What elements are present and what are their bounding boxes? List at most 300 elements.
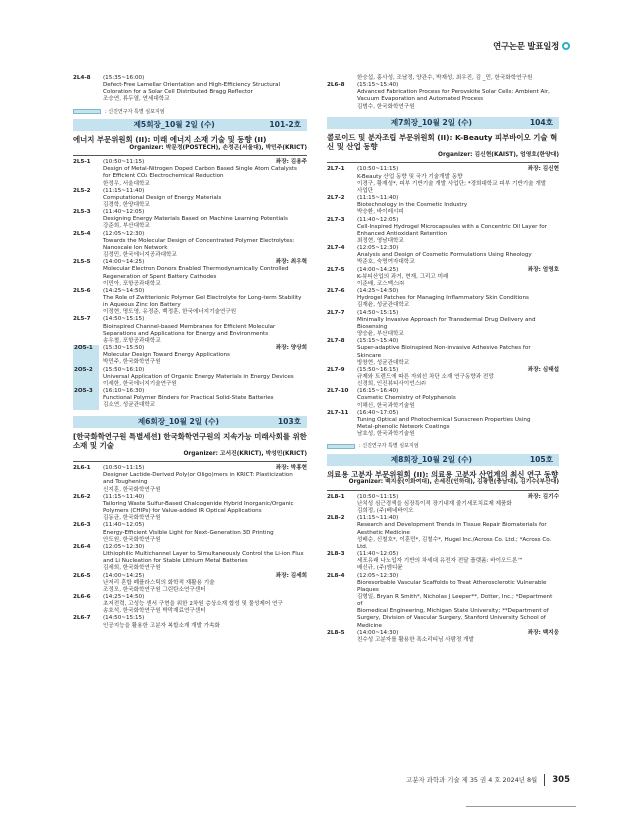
entry-body — [103, 388, 307, 409]
session-chair: 좌장: 양상희 — [275, 345, 307, 352]
paper-title-line: Analysis and Design of Cosmetic Formulations Using Rheology — [357, 252, 532, 259]
paper-title-line: Molecular Electron Donors Enabled Thermodynamically Controlled — [103, 266, 289, 273]
session-chair: 좌장: 최우혁 — [275, 259, 307, 266]
entry-code: 2L6-2 — [73, 493, 91, 500]
paper-authors: 안도원, 한국화학연구원 — [103, 536, 161, 543]
entry-body — [357, 82, 559, 111]
paper-title-line: Super-adaptive Bioinspired Non-invasive Adhesive Patches for — [357, 345, 531, 352]
time-slot: (14:00~14:25) — [357, 266, 399, 273]
session-entry — [73, 494, 307, 523]
entry-body — [103, 615, 307, 629]
paper-authors: 최정현, 영남대학교 — [357, 238, 404, 244]
entry-code: 2L7-5 — [327, 266, 345, 273]
paper-title-line: Molecular Design Toward Energy Applications — [103, 352, 230, 359]
session-date-room: 제6회장_10월 2일 (수) — [137, 416, 219, 426]
time-slot: (14:00~14:25) — [103, 572, 145, 579]
session-title: 콜로이드 및 분자조립 부문위원회 (II): K-Beauty 피부바이오 기술 혁신 및 산업 동향 — [327, 132, 558, 152]
paper-authors: 조승연, 류두열, 연세대학교 — [103, 96, 170, 103]
time-slot: (11:15~11:40) — [103, 187, 145, 194]
paper-authors: 한승섭, 홍사성, 조남정, 양관수, 박재성, 최우진, 김 _민, 한국화학연구원 — [357, 75, 533, 81]
entry-body — [103, 188, 307, 209]
entry-code: 2L5-7 — [73, 316, 91, 323]
time-row — [357, 267, 559, 274]
entry-body — [103, 594, 307, 615]
time-row — [357, 630, 559, 637]
time-slot: (15:35~16:00) — [103, 75, 145, 81]
paper-title-line: 친수성 고분자를 활용한 폭소리티님 사람정 개발 — [357, 636, 474, 643]
paper-title-line: Cosmetic Chemistry of Polyphenols — [357, 395, 456, 402]
entry-code — [327, 75, 357, 82]
session-chair: 좌장: 엄영호 — [527, 266, 559, 273]
time-slot: (12:05~12:30) — [357, 572, 399, 579]
time-row — [103, 345, 307, 352]
footer-separator — [544, 774, 545, 786]
session-title: [한국화학연구원 특별세션] 한국화학연구원의 지속가능 미래사회를 위한 소재 및 기술 — [73, 431, 307, 451]
time-row — [357, 410, 559, 417]
time-slot: (10:50~11:15) — [357, 166, 399, 173]
entry-body — [357, 388, 559, 409]
time-slot: (11:15~11:40) — [357, 195, 399, 202]
entry-body — [103, 494, 307, 523]
session-entry — [73, 388, 307, 409]
header-title: 연구논문 발표일정 — [493, 41, 559, 51]
session-title: 의료용 고분자 부문위원회 (II): 의료용 고분자 산업계의 최신 연구 동향 — [327, 469, 559, 479]
session-entry — [327, 338, 559, 367]
paper-title-line: Advanced Fabrication Process for Perovskite Solar Cells: Ambient Air, — [357, 89, 550, 96]
time-slot: (11:40~12:05) — [103, 209, 145, 216]
session-entry — [73, 288, 307, 317]
session-entry — [327, 367, 559, 388]
entry-code: 2L5-5 — [73, 259, 91, 266]
entry-body — [357, 494, 559, 515]
entry-body — [103, 288, 307, 317]
entry-code: 2O5-3 — [73, 388, 99, 409]
entry-code: 2L6-7 — [73, 615, 91, 622]
paper-title-line: Designer Lactide-Derived Poly(or Oligo)mers in KRICT: Plasticization — [103, 472, 293, 479]
session-band — [327, 117, 559, 129]
paper-title-line: Lithiophilic Multichannel Layer to Simultaneously Control the Li-ion Flux — [103, 551, 304, 558]
time-row — [357, 245, 559, 252]
session-chair: 좌장: 김세희 — [275, 572, 307, 579]
time-slot: (15:50~16:15) — [357, 366, 399, 373]
session-entry — [73, 209, 307, 230]
paper-title-line: Aesthetic Medicine — [357, 529, 410, 536]
paper-authors: 사업단 — [357, 187, 374, 194]
session-entry — [327, 515, 559, 551]
room-number: 103호 — [277, 416, 301, 426]
time-row — [357, 367, 559, 374]
legend — [327, 443, 559, 449]
entry-code: 2L6-5 — [73, 572, 91, 579]
session-entry — [327, 267, 559, 288]
time-row — [103, 288, 307, 295]
entry-code: 2L6-1 — [73, 465, 91, 472]
time-row — [103, 159, 307, 166]
session-entry — [73, 231, 307, 260]
paper-authors: 배신규, (주)엠디뮨 — [357, 565, 403, 572]
session-entry — [73, 594, 307, 615]
paper-title-line: Vacuum Evaporation and Automated Process — [357, 96, 484, 103]
time-slot: (11:15~11:40) — [103, 493, 145, 500]
right-column — [327, 75, 559, 644]
paper-title-line: Minimally Invasive Approach for Transdermal Drug Delivery and — [357, 316, 536, 323]
divider — [327, 162, 559, 163]
entry-body — [357, 310, 559, 339]
entry-body — [103, 316, 307, 345]
session-entry — [327, 310, 559, 339]
entry-code: 2L8-5 — [327, 629, 345, 636]
paper-authors: 이정현, 명도영, 유정준, 백정훈, 한국에너지기술연구원 — [103, 309, 237, 316]
time-row — [357, 338, 559, 345]
paper-title-line: Energy-Efficient Visible Light for Next-Generation 3D Printing — [103, 529, 274, 536]
paper-title-line: Polymers (CHIPs) for Value-added IR Optical Applications — [103, 508, 262, 515]
legend-swatch — [73, 109, 101, 114]
entry-body — [357, 573, 559, 630]
session-entry — [73, 316, 307, 345]
paper-authors: 이준배, 코스맥스㈜ — [357, 280, 404, 287]
time-slot: (14:25~14:50) — [103, 287, 145, 294]
paper-title-line: Tailoring Waste Sulfur-Based Chalcogenide Hybrid Inorganic/Organic — [103, 500, 294, 507]
entry-code: 2L8-1 — [327, 493, 345, 500]
session-date-room: 제8회장_10월 2일 (수) — [390, 454, 472, 464]
entry-code: 2L6-6 — [73, 593, 91, 600]
session-entry — [327, 245, 559, 266]
entry-code: 2L7-8 — [327, 338, 345, 345]
time-row — [357, 310, 559, 317]
paper-authors: 김정민, 한국에너지공과대학교 — [103, 252, 177, 259]
entry-code: 2O5-2 — [73, 367, 99, 388]
paper-title-line: 초저전력, 고성능 센서 구현을 위한 2차원 층상소재 합성 및 물성제어 연구 — [103, 601, 283, 608]
paper-title-line: K-뷰티산업의 과거, 현재, 그리고 미래 — [357, 273, 449, 280]
time-slot: (14:50~15:15) — [103, 615, 145, 622]
paper-title-line: Hydrogel Patches for Managing Inflammatory Skin Conditions — [357, 295, 529, 302]
paper-authors: Ltd. — [357, 543, 368, 550]
time-slot: (12:05~12:30) — [103, 230, 145, 237]
entry-body — [357, 551, 559, 572]
paper-title-line: 난치성 심근경색을 심장특이적 장기내재 줄기세포치료제 제품화 — [357, 500, 512, 507]
entry-body — [357, 245, 559, 266]
session-entry — [327, 573, 559, 630]
paper-authors: 이경구, 황재성*, 피부 기반기술 개발 사업단; *경희대학교 피부 기반기술 개발 — [357, 180, 547, 187]
entry-body — [103, 522, 307, 543]
paper-title-line: in Aqueous Zinc Ion Battery — [103, 302, 181, 309]
time-slot: (14:00~14:25) — [103, 259, 145, 266]
paper-authors: 박민주, 한국화학연구원 — [103, 359, 161, 366]
paper-title-line: Designing Energy Materials Based on Machine Learning Potentials — [103, 216, 288, 223]
paper-title-line: Bioinspired Channel-based Membranes for Efficient Molecular — [103, 323, 276, 330]
entry-code: 2L7-6 — [327, 288, 345, 295]
time-row — [103, 388, 307, 395]
paper-authors: 이세한, 한국에너지기술연구원 — [103, 380, 177, 387]
time-row — [103, 75, 307, 82]
entry-code: 2L7-7 — [327, 309, 345, 316]
entry-code: 2L7-3 — [327, 216, 345, 223]
footer-divider — [466, 806, 576, 807]
paper-authors: 김세희, 한국화학연구원 — [103, 565, 161, 572]
room-number: 104호 — [529, 117, 553, 127]
session-chair: 좌장: 심태섭 — [527, 366, 559, 373]
paper-authors: 김재윤, 성균관대학교 — [357, 302, 410, 309]
paper-title-line: and Li Nucleation for Stable Lithium Metal Batteries — [103, 558, 248, 565]
session-entry — [73, 75, 307, 104]
time-row — [103, 367, 307, 374]
entry-body — [357, 267, 559, 288]
entry-code: 2L6-4 — [73, 543, 91, 550]
entry-code: 2L7-9 — [327, 366, 345, 373]
entry-code: 2L8-4 — [327, 572, 345, 579]
paper-title-line: Separations and Applications for Energy and Environments — [103, 330, 269, 337]
session-date-room: 제5회장_10월 2일 (수) — [133, 120, 215, 130]
time-row — [357, 288, 559, 295]
paper-title-line: Regeneration of Spent Battery Cathodes — [103, 273, 217, 280]
paper-title-line: Bioresorbable Vascular Scaffolds to Treat Atherosclerotic Vulnerable — [357, 579, 547, 586]
paper-authors: 성배순, 신철호*, 이훈민*, 김철수*, Hugel Inc./Across Co. Ltd.; *Across Co. — [357, 536, 552, 543]
time-slot: (11:40~12:05) — [103, 522, 145, 529]
paper-authors: 이민아, 포항공과대학교 — [103, 280, 161, 287]
journal-info: 고분자 과학과 기술 제 35 권 4 호 2024년 8월 — [406, 775, 538, 784]
session-organizer: Organizer: 김신현(KAIST), 엄영호(한양대) — [438, 152, 559, 159]
entry-code: 2L7-10 — [327, 388, 349, 395]
session-organizer: Organizer: 고서진(KRICT), 박성민(KRICT) — [183, 450, 307, 457]
divider — [327, 490, 559, 491]
time-row — [103, 259, 307, 266]
time-slot: (15:30~15:50) — [103, 345, 145, 352]
paper-title-line: 세포유래 나노입자 기반의 차세대 유전자 전달 플랫폼: 바이오드론™ — [357, 558, 523, 565]
page-number: 305 — [552, 774, 570, 785]
room-number: 105호 — [529, 454, 553, 464]
entry-body — [357, 630, 559, 644]
paper-title-line: Plaques — [357, 586, 379, 593]
paper-title-line: Functional Polymer Binders for Practical Solid-State Batteries — [103, 395, 274, 402]
time-slot: (11:15~11:40) — [357, 515, 399, 522]
time-slot: (16:40~17:05) — [357, 409, 399, 416]
time-slot: (12:05~12:30) — [103, 543, 145, 550]
session-band — [73, 416, 307, 428]
time-row — [357, 515, 559, 522]
time-row — [103, 522, 307, 529]
session-entry — [73, 522, 307, 543]
spacer — [327, 111, 559, 115]
time-slot: (15:15~15:40) — [357, 82, 399, 89]
time-slot: (15:15~15:40) — [357, 338, 399, 345]
paper-title-line: Computational Design of Energy Materials — [103, 194, 222, 201]
paper-title-line: Towards the Molecular Design of Concentrated Polymer Electrolytes: — [103, 237, 295, 244]
session-entry — [327, 388, 559, 409]
session-band — [73, 119, 307, 131]
entry-code: 2L5-6 — [73, 287, 91, 294]
time-row — [103, 209, 307, 216]
divider — [73, 155, 307, 156]
paper-authors: 송호석, 한국화학연구원 박막재료연구센터 — [103, 608, 206, 615]
paper-title-line: Metal-phenolic Network Coatings — [357, 424, 450, 431]
entry-body — [357, 75, 559, 82]
paper-title-line: 규제와 트렌드에 따른 자외선 차단 소재 연구동향과 전망 — [357, 373, 494, 380]
session-entry — [327, 195, 559, 216]
session-entry — [327, 166, 559, 195]
entry-body — [103, 573, 307, 594]
paper-title-line: and Toughening — [103, 479, 148, 486]
entry-body — [357, 166, 559, 195]
paper-title-line: The Role of Zwitterionic Polymer Gel Electrolyte for Long-term Stability — [103, 295, 302, 302]
paper-title-line: Nanoscale Ion Network — [103, 244, 168, 251]
time-row — [357, 494, 559, 501]
paper-authors: 이해신, 한국과학기술원 — [357, 402, 415, 409]
time-slot: (10:50~11:15) — [357, 493, 399, 500]
time-row — [103, 544, 307, 551]
time-slot: (11:40~12:05) — [357, 216, 399, 223]
session-entry — [73, 345, 307, 366]
paper-authors: Biomedical Engineering, Michigan State University; **Department of — [357, 608, 549, 615]
session-entry — [73, 159, 307, 188]
session-chair: 좌장: 김기수 — [527, 493, 559, 500]
paper-title-line: Cell-Inspired Hydrogel Microcapsules with a Concentric Oil Layer for — [357, 223, 547, 230]
entry-code: 2L8-2 — [327, 515, 345, 522]
entry-code: 2L4-8 — [73, 75, 91, 81]
session-entry — [73, 259, 307, 288]
paper-authors: 김동균, 한국화학연구원 — [103, 515, 161, 522]
session-chair: 좌장: 백지웅 — [527, 629, 559, 636]
time-row — [103, 615, 307, 622]
entry-code: 2L5-3 — [73, 209, 91, 216]
time-slot: (16:10~16:30) — [103, 388, 145, 395]
time-slot: (12:05~12:30) — [357, 245, 399, 252]
room-number: 101-2호 — [269, 120, 301, 130]
time-row — [103, 465, 307, 472]
paper-authors: 신경희, 인진뷰티사이언스㈜ — [357, 381, 426, 388]
entry-code: 2L8-3 — [327, 551, 345, 558]
session-entry — [327, 630, 559, 644]
bullet-icon — [562, 42, 570, 50]
paper-authors: 양승윤, 부산대학교 — [357, 331, 404, 338]
entry-body — [357, 338, 559, 367]
session-title: 에너지 부문위원회 (II): 미래 에너지 소재 기술 및 동향 (II) — [73, 135, 267, 145]
session-band — [327, 454, 559, 466]
paper-title-line: Universal Application of Organic Energy Materials in Energy Devices — [103, 373, 294, 380]
left-column — [73, 75, 307, 630]
time-slot: (11:40~12:05) — [357, 551, 399, 558]
paper-title-line: 난저리 혼합 폐플라스틱의 화학적 재활용 기술 — [103, 579, 215, 586]
page-header — [493, 41, 570, 52]
time-row — [357, 82, 559, 89]
entry-body — [103, 367, 307, 388]
session-entry — [73, 615, 307, 629]
entry-body — [357, 288, 559, 309]
session-entry — [327, 75, 559, 82]
paper-authors: Surgery, Division of Vascular Surgery, Stanford University School of Medicine — [357, 615, 546, 629]
entry-body — [103, 259, 307, 288]
paper-title-line: Coloration for a Solar Cell Distributed Bragg Reflector — [103, 89, 253, 96]
paper-authors: 김형일, Bryan R Smith*, Nicholas J Leeper**, Dotter, Inc.; *Department of — [357, 593, 553, 608]
time-row — [357, 573, 559, 580]
paper-title-line: K-Beauty 산업 동향 및 국가 기술개발 동향 — [357, 173, 463, 180]
paper-title-line: Research and Development Trends in Tissue Repair Biomaterials for — [357, 522, 547, 529]
paper-title-line: Biotechnology in the Cosmetic Industry — [357, 202, 468, 209]
entry-code: 2L6-8 — [327, 82, 345, 89]
spacer — [73, 410, 307, 414]
paper-authors: 신지훈, 한국화학연구원 — [103, 486, 161, 493]
entry-body — [103, 159, 307, 188]
entry-body — [103, 345, 307, 366]
paper-title-line: Design of Metal-Nitrogen Doped Carbon Based Single Atom Catalysts — [103, 166, 297, 173]
session-entry — [73, 544, 307, 573]
divider — [73, 461, 307, 462]
session-chair: 좌장: 김신현 — [527, 166, 559, 173]
time-slot: (10:50~11:15) — [103, 465, 145, 472]
entry-code: 2L7-4 — [327, 245, 345, 252]
entry-body — [103, 465, 307, 494]
paper-authors: 한정우, 서울대학교 — [103, 180, 150, 187]
paper-authors: 김범수, 한국화학연구원 — [357, 103, 415, 110]
paper-authors: 김희정, (주)베네바이오 — [357, 508, 414, 515]
paper-authors: 김소연, 성균관대학교 — [103, 402, 156, 409]
entry-body — [357, 367, 559, 388]
time-row — [103, 231, 307, 238]
time-slot: (16:15~16:40) — [357, 388, 399, 395]
session-entry — [73, 573, 307, 594]
entry-code: 2L6-3 — [73, 522, 91, 529]
entry-code: 2L7-11 — [327, 409, 349, 416]
paper-authors: 박준호, 숙명여자대학교 — [357, 259, 415, 266]
legend-text: : 신진연구자 특별 심포지엄 — [359, 443, 419, 450]
session-date-room: 제7회장_10월 2일 (수) — [390, 117, 472, 127]
paper-title-line: Tuning Optical and Photochemical Sunscreen Properties Using — [357, 416, 531, 423]
time-slot: (15:50~16:10) — [103, 366, 145, 373]
entry-body — [103, 231, 307, 260]
session-entry — [73, 465, 307, 494]
session-entry — [73, 188, 307, 209]
session-entry — [73, 367, 307, 388]
paper-authors: 김경학, 한양대학교 — [103, 201, 150, 208]
paper-title-line: Enhanced Antioxidant Retention — [357, 230, 448, 237]
session-entry — [327, 551, 559, 572]
session-entry — [327, 410, 559, 439]
session-chair: 좌장: 박홍현 — [275, 465, 307, 472]
paper-title-line: Defect-Free Lamellar Orientation and High-Efficiency Structural — [103, 82, 281, 89]
session-organizer: Organizer: 백지웅(이화여대), 손세진(인하대), 김광현(충남대), 김기수(부산대) — [348, 479, 559, 486]
paper-authors: 조정모, 한국화학연구원 그린탄소연구센터 — [103, 586, 206, 593]
paper-authors: 강준희, 부산대학교 — [103, 223, 150, 230]
entry-body — [103, 75, 307, 104]
legend-swatch — [327, 444, 355, 449]
time-row — [103, 573, 307, 580]
session-organizer: Organizer: 박문정(POSTECH), 손정곤(서울대), 박민주(KRICT) — [129, 144, 307, 151]
session-entry — [327, 288, 559, 309]
time-row — [357, 195, 559, 202]
entry-code: 2L5-2 — [73, 187, 91, 194]
entry-body — [357, 410, 559, 439]
entry-code: 2L7-2 — [327, 195, 345, 202]
paper-authors: 남호성, 한국과학기술원 — [357, 431, 415, 438]
page-footer — [406, 774, 570, 786]
paper-authors: 방창현, 성균관대학교 — [357, 359, 410, 366]
session-entry — [327, 494, 559, 515]
time-slot: (14:50~15:15) — [357, 309, 399, 316]
paper-authors: 박승환, 바이레시피 — [357, 209, 404, 216]
paper-title-line: 인공지능을 활용한 고분자 복합소재 개발 가속화 — [103, 622, 220, 629]
entry-body — [103, 209, 307, 230]
paper-title-line: Skincare — [357, 352, 382, 359]
time-slot: (10:50~11:15) — [103, 159, 145, 166]
time-row — [357, 217, 559, 224]
entry-body — [103, 544, 307, 573]
time-slot: (14:25~14:50) — [103, 593, 145, 600]
time-row — [103, 494, 307, 501]
entry-body — [357, 195, 559, 216]
paper-title-line: for Efficient CO₂ Electrochemical Reduction — [103, 173, 224, 180]
time-slot: (14:25~14:50) — [357, 288, 399, 295]
session-entry — [327, 82, 559, 111]
entry-code: 2O5-1 — [73, 345, 99, 366]
